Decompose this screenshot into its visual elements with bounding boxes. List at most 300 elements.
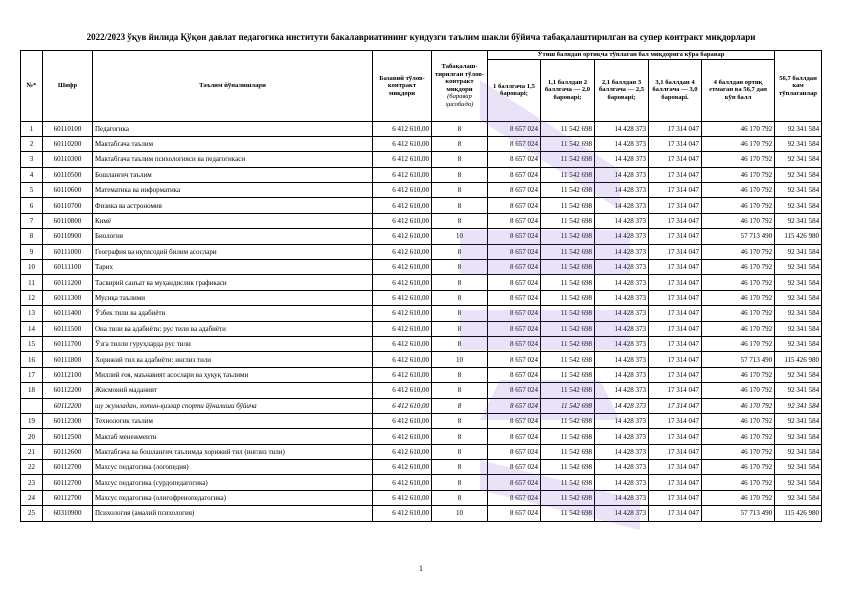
row-number: 16 <box>21 352 43 367</box>
row-program: Мактаб менежменти <box>93 429 373 444</box>
row-v1: 8 657 024 <box>488 321 541 336</box>
row-v1: 8 657 024 <box>488 306 541 321</box>
row-program: Мактабгача ва бошланғич таълимда хорижий тил (инглиз тили) <box>93 444 373 459</box>
row-v4: 17 314 047 <box>649 490 702 505</box>
row-v6: 92 341 584 <box>775 244 822 259</box>
row-program: Махсус педагогика (сурдопедагогика) <box>93 475 373 490</box>
row-diff: 8 <box>432 306 488 321</box>
table-row <box>21 198 822 213</box>
row-v5: 46 170 792 <box>702 152 775 167</box>
row-v4: 17 314 047 <box>649 290 702 305</box>
row-code: 60112100 <box>43 367 93 382</box>
row-base: 6 412 610,00 <box>373 183 432 198</box>
table-row <box>21 290 822 305</box>
row-v3: 14 428 373 <box>595 198 649 213</box>
row-diff: 8 <box>432 413 488 428</box>
row-v6: 92 341 584 <box>775 275 822 290</box>
row-program: Махсус педагогика (логопедия) <box>93 460 373 475</box>
row-program: Тасвирий санъат ва муҳандислик графикаси <box>93 275 373 290</box>
header-diff <box>432 51 488 122</box>
row-v1: 8 657 024 <box>488 275 541 290</box>
row-v6: 92 341 584 <box>775 460 822 475</box>
row-v2: 11 542 698 <box>541 244 595 259</box>
row-v3: 14 428 373 <box>595 506 649 521</box>
row-v2: 11 542 698 <box>541 183 595 198</box>
header-diff-note: (баравар ҳисобида) <box>445 93 474 108</box>
row-base: 6 412 610,00 <box>373 290 432 305</box>
header-c3: 2,1 баллдан 3 баллгача — 2,5 бароварi; <box>595 59 649 121</box>
row-v3: 14 428 373 <box>595 367 649 382</box>
header-c2: 1,1 баллдан 2 баллгача — 2,0 бароварi; <box>541 59 595 121</box>
row-v2: 11 542 698 <box>541 398 595 413</box>
row-v4: 17 314 047 <box>649 136 702 151</box>
row-v1: 8 657 024 <box>488 136 541 151</box>
row-v2: 11 542 698 <box>541 490 595 505</box>
row-number: 25 <box>21 506 43 521</box>
row-program: Мусиқа таълими <box>93 290 373 305</box>
row-v1: 8 657 024 <box>488 152 541 167</box>
row-code: 60110500 <box>43 167 93 182</box>
row-base: 6 412 610,00 <box>373 198 432 213</box>
row-v5: 57 713 490 <box>702 352 775 367</box>
row-base: 6 412 610,00 <box>373 475 432 490</box>
row-v1: 8 657 024 <box>488 475 541 490</box>
row-v2: 11 542 698 <box>541 167 595 182</box>
row-v2: 11 542 698 <box>541 506 595 521</box>
table-row <box>21 321 822 336</box>
row-v5: 46 170 792 <box>702 290 775 305</box>
row-v5: 57 713 490 <box>702 229 775 244</box>
row-diff: 8 <box>432 167 488 182</box>
row-code: 60111800 <box>43 352 93 367</box>
row-v3: 14 428 373 <box>595 136 649 151</box>
row-base: 6 412 610,00 <box>373 429 432 444</box>
row-code: 60310900 <box>43 506 93 521</box>
table-row <box>21 213 822 228</box>
table-row <box>21 475 822 490</box>
row-diff: 8 <box>432 136 488 151</box>
row-v1: 8 657 024 <box>488 198 541 213</box>
row-v3: 14 428 373 <box>595 413 649 428</box>
row-v3: 14 428 373 <box>595 213 649 228</box>
row-v6: 92 341 584 <box>775 306 822 321</box>
row-number: 9 <box>21 244 43 259</box>
row-v3: 14 428 373 <box>595 398 649 413</box>
row-v3: 14 428 373 <box>595 321 649 336</box>
row-diff: 8 <box>432 444 488 459</box>
row-diff: 8 <box>432 290 488 305</box>
row-v5: 46 170 792 <box>702 136 775 151</box>
row-code: 60112600 <box>43 444 93 459</box>
table-row <box>21 136 822 151</box>
row-base: 6 412 610,00 <box>373 167 432 182</box>
row-number: 14 <box>21 321 43 336</box>
row-base: 6 412 610,00 <box>373 367 432 382</box>
row-base: 6 412 610,00 <box>373 213 432 228</box>
row-diff: 8 <box>432 367 488 382</box>
row-v4: 17 314 047 <box>649 475 702 490</box>
row-v6: 92 341 584 <box>775 213 822 228</box>
row-number: 23 <box>21 475 43 490</box>
row-code: 60111700 <box>43 336 93 351</box>
row-v6: 92 341 584 <box>775 444 822 459</box>
row-program: Бошланғич таълим <box>93 167 373 182</box>
row-diff: 10 <box>432 352 488 367</box>
row-diff: 8 <box>432 398 488 413</box>
row-v3: 14 428 373 <box>595 444 649 459</box>
row-v1: 8 657 024 <box>488 398 541 413</box>
row-v2: 11 542 698 <box>541 260 595 275</box>
table-row <box>21 506 822 521</box>
row-number: 8 <box>21 229 43 244</box>
header-c5: 4 баллдан ортиқ етмаган ва 56,7 дан кўп балл <box>702 59 775 121</box>
page-number: 1 <box>419 564 423 573</box>
row-v1: 8 657 024 <box>488 460 541 475</box>
table-row <box>21 260 822 275</box>
row-v4: 17 314 047 <box>649 198 702 213</box>
row-number: 18 <box>21 383 43 398</box>
row-v1: 8 657 024 <box>488 167 541 182</box>
table-row <box>21 460 822 475</box>
row-number: 20 <box>21 429 43 444</box>
row-code: 60111300 <box>43 290 93 305</box>
row-v3: 14 428 373 <box>595 429 649 444</box>
row-v6: 92 341 584 <box>775 121 822 136</box>
row-v1: 8 657 024 <box>488 290 541 305</box>
row-v1: 8 657 024 <box>488 336 541 351</box>
row-program: Физика ва астрономия <box>93 198 373 213</box>
row-base: 6 412 610,00 <box>373 121 432 136</box>
table-row <box>21 367 822 382</box>
table-body <box>21 121 822 521</box>
row-v2: 11 542 698 <box>541 460 595 475</box>
row-v3: 14 428 373 <box>595 183 649 198</box>
row-v5: 46 170 792 <box>702 198 775 213</box>
row-v6: 115 426 980 <box>775 229 822 244</box>
row-v4: 17 314 047 <box>649 152 702 167</box>
row-v4: 17 314 047 <box>649 183 702 198</box>
row-v5: 46 170 792 <box>702 183 775 198</box>
row-number: 10 <box>21 260 43 275</box>
row-base: 6 412 610,00 <box>373 383 432 398</box>
row-v4: 17 314 047 <box>649 275 702 290</box>
row-diff: 8 <box>432 475 488 490</box>
row-v6: 92 341 584 <box>775 290 822 305</box>
row-v5: 46 170 792 <box>702 490 775 505</box>
row-code: 60110700 <box>43 198 93 213</box>
row-code: 60112700 <box>43 460 93 475</box>
row-number: 5 <box>21 183 43 198</box>
row-v2: 11 542 698 <box>541 136 595 151</box>
row-v3: 14 428 373 <box>595 260 649 275</box>
row-number: 6 <box>21 198 43 213</box>
table-row <box>21 229 822 244</box>
row-v2: 11 542 698 <box>541 229 595 244</box>
row-code: 60110600 <box>43 183 93 198</box>
row-v2: 11 542 698 <box>541 367 595 382</box>
row-v2: 11 542 698 <box>541 413 595 428</box>
row-v1: 8 657 024 <box>488 413 541 428</box>
row-program: Технологик таълим <box>93 413 373 428</box>
row-base: 6 412 610,00 <box>373 398 432 413</box>
row-v5: 57 713 490 <box>702 506 775 521</box>
row-v2: 11 542 698 <box>541 275 595 290</box>
row-v5: 46 170 792 <box>702 321 775 336</box>
row-base: 6 412 610,00 <box>373 413 432 428</box>
table-row <box>21 121 822 136</box>
header-c4: 3,1 баллдан 4 баллгача — 3,0 бароварi. <box>649 59 702 121</box>
row-v5: 46 170 792 <box>702 213 775 228</box>
row-number: 11 <box>21 275 43 290</box>
row-number: 2 <box>21 136 43 151</box>
row-v4: 17 314 047 <box>649 244 702 259</box>
row-v6: 92 341 584 <box>775 152 822 167</box>
row-number: 4 <box>21 167 43 182</box>
row-v5: 46 170 792 <box>702 398 775 413</box>
header-program: Таълим йўналишлари <box>93 51 373 122</box>
row-number: 3 <box>21 152 43 167</box>
header-c6: 56,7 баллдан кам тўплаганлар <box>775 51 822 122</box>
header-code: Шифр <box>43 51 93 122</box>
row-v3: 14 428 373 <box>595 275 649 290</box>
row-number: 17 <box>21 367 43 382</box>
row-diff: 8 <box>432 490 488 505</box>
row-v6: 92 341 584 <box>775 383 822 398</box>
row-number: 15 <box>21 336 43 351</box>
row-v2: 11 542 698 <box>541 321 595 336</box>
row-v1: 8 657 024 <box>488 244 541 259</box>
row-v6: 92 341 584 <box>775 167 822 182</box>
row-v5: 46 170 792 <box>702 413 775 428</box>
header-group: Ўтиш балидан ортиқча тўплаган бал миқдорига кўра баравар <box>488 51 775 60</box>
table-row <box>21 306 822 321</box>
row-program: Миллий ғоя, маънавият асослари ва ҳуқуқ таълими <box>93 367 373 382</box>
table-row <box>21 167 822 182</box>
row-diff: 8 <box>432 383 488 398</box>
row-v4: 17 314 047 <box>649 306 702 321</box>
row-code: 60110300 <box>43 152 93 167</box>
row-number: 22 <box>21 460 43 475</box>
row-v6: 92 341 584 <box>775 429 822 444</box>
row-program: Ўзбек тили ва адабиёти <box>93 306 373 321</box>
table-row <box>21 275 822 290</box>
table-row <box>21 429 822 444</box>
row-code: 60111400 <box>43 306 93 321</box>
row-number <box>21 398 43 413</box>
row-diff: 10 <box>432 506 488 521</box>
row-code: 60110900 <box>43 229 93 244</box>
row-v6: 92 341 584 <box>775 198 822 213</box>
row-code: 60111100 <box>43 260 93 275</box>
row-v3: 14 428 373 <box>595 229 649 244</box>
row-program: География ва иқтисодий билим асослари <box>93 244 373 259</box>
row-v6: 92 341 584 <box>775 183 822 198</box>
row-v3: 14 428 373 <box>595 167 649 182</box>
row-v4: 17 314 047 <box>649 429 702 444</box>
row-program: Мактабгача таълим <box>93 136 373 151</box>
row-v5: 46 170 792 <box>702 275 775 290</box>
row-v3: 14 428 373 <box>595 244 649 259</box>
row-program: Психология (амалий психология) <box>93 506 373 521</box>
row-v1: 8 657 024 <box>488 352 541 367</box>
row-number: 1 <box>21 121 43 136</box>
row-v4: 17 314 047 <box>649 352 702 367</box>
row-v5: 46 170 792 <box>702 244 775 259</box>
row-v4: 17 314 047 <box>649 444 702 459</box>
row-number: 21 <box>21 444 43 459</box>
row-v1: 8 657 024 <box>488 367 541 382</box>
row-program: Ўзга тилли гуруҳларда рус тили <box>93 336 373 351</box>
row-v6: 92 341 584 <box>775 413 822 428</box>
row-program: Математика ва информатика <box>93 183 373 198</box>
row-code: 60112300 <box>43 413 93 428</box>
row-program: Махсус педагогика (олигофренопедагогика) <box>93 490 373 505</box>
row-diff: 8 <box>432 460 488 475</box>
row-program: Педагогика <box>93 121 373 136</box>
row-v2: 11 542 698 <box>541 121 595 136</box>
row-v2: 11 542 698 <box>541 444 595 459</box>
table-row <box>21 183 822 198</box>
row-v4: 17 314 047 <box>649 229 702 244</box>
table-row <box>21 336 822 351</box>
row-v3: 14 428 373 <box>595 336 649 351</box>
row-program: Она тили ва адабиёти: рус тили ва адабиёти <box>93 321 373 336</box>
row-v4: 17 314 047 <box>649 367 702 382</box>
row-code: 60111000 <box>43 244 93 259</box>
row-code: 60112700 <box>43 490 93 505</box>
row-v5: 46 170 792 <box>702 475 775 490</box>
row-v4: 17 314 047 <box>649 260 702 275</box>
row-v6: 92 341 584 <box>775 136 822 151</box>
row-program: Хорижий тил ва адабиёти: инглиз тили <box>93 352 373 367</box>
row-v4: 17 314 047 <box>649 460 702 475</box>
row-v2: 11 542 698 <box>541 336 595 351</box>
row-number: 13 <box>21 306 43 321</box>
row-base: 6 412 610,00 <box>373 260 432 275</box>
row-v4: 17 314 047 <box>649 167 702 182</box>
row-v3: 14 428 373 <box>595 152 649 167</box>
row-v5: 46 170 792 <box>702 306 775 321</box>
row-code: 60111500 <box>43 321 93 336</box>
row-number: 19 <box>21 413 43 428</box>
row-diff: 8 <box>432 183 488 198</box>
table-row <box>21 244 822 259</box>
row-v5: 46 170 792 <box>702 336 775 351</box>
row-v1: 8 657 024 <box>488 429 541 444</box>
table-row <box>21 444 822 459</box>
row-v5: 46 170 792 <box>702 167 775 182</box>
row-base: 6 412 610,00 <box>373 444 432 459</box>
row-program: Кимё <box>93 213 373 228</box>
row-v3: 14 428 373 <box>595 290 649 305</box>
row-v4: 17 314 047 <box>649 383 702 398</box>
row-v2: 11 542 698 <box>541 152 595 167</box>
row-v2: 11 542 698 <box>541 290 595 305</box>
table-row <box>21 490 822 505</box>
table-row <box>21 383 822 398</box>
row-v4: 17 314 047 <box>649 213 702 228</box>
row-v5: 46 170 792 <box>702 444 775 459</box>
row-base: 6 412 610,00 <box>373 321 432 336</box>
row-v5: 46 170 792 <box>702 383 775 398</box>
row-v6: 92 341 584 <box>775 490 822 505</box>
row-base: 6 412 610,00 <box>373 336 432 351</box>
row-code: 60112700 <box>43 475 93 490</box>
row-base: 6 412 610,00 <box>373 490 432 505</box>
row-v2: 11 542 698 <box>541 213 595 228</box>
row-number: 12 <box>21 290 43 305</box>
row-code: 60110100 <box>43 121 93 136</box>
row-code: 60112200 <box>43 383 93 398</box>
header-diff-label: Табақалаш-тирилган тўлов-контракт миқдори <box>434 63 485 93</box>
document-title: 2022/2023 ўқув йилида Қўқон давлат педагогика институти бакалавриатининг кундузги таълим шакли бўйича табақалаштирилган ва супер контракт миқдорлари <box>86 32 756 42</box>
row-v1: 8 657 024 <box>488 260 541 275</box>
row-base: 6 412 610,00 <box>373 229 432 244</box>
row-v4: 17 314 047 <box>649 413 702 428</box>
row-v3: 14 428 373 <box>595 121 649 136</box>
row-v6: 92 341 584 <box>775 321 822 336</box>
row-diff: 8 <box>432 336 488 351</box>
row-v1: 8 657 024 <box>488 383 541 398</box>
row-v6: 92 341 584 <box>775 398 822 413</box>
row-program: Биология <box>93 229 373 244</box>
row-v3: 14 428 373 <box>595 306 649 321</box>
row-diff: 8 <box>432 429 488 444</box>
row-base: 6 412 610,00 <box>373 306 432 321</box>
row-v6: 115 426 980 <box>775 352 822 367</box>
row-v1: 8 657 024 <box>488 444 541 459</box>
row-v1: 8 657 024 <box>488 121 541 136</box>
table-row <box>21 398 822 413</box>
row-diff: 8 <box>432 244 488 259</box>
row-program: Тарих <box>93 260 373 275</box>
row-v6: 92 341 584 <box>775 475 822 490</box>
row-v2: 11 542 698 <box>541 475 595 490</box>
row-v1: 8 657 024 <box>488 506 541 521</box>
row-v4: 17 314 047 <box>649 121 702 136</box>
row-diff: 8 <box>432 321 488 336</box>
row-diff: 8 <box>432 260 488 275</box>
row-diff: 8 <box>432 275 488 290</box>
row-code: 60110200 <box>43 136 93 151</box>
row-code: 60110800 <box>43 213 93 228</box>
row-program: Мактабгача таълим психологияси ва педагогикаси <box>93 152 373 167</box>
row-number: 7 <box>21 213 43 228</box>
row-diff: 8 <box>432 121 488 136</box>
row-v6: 115 426 980 <box>775 506 822 521</box>
row-code: 60112200 <box>43 398 93 413</box>
row-v6: 92 341 584 <box>775 260 822 275</box>
row-v4: 17 314 047 <box>649 321 702 336</box>
row-v4: 17 314 047 <box>649 506 702 521</box>
row-v2: 11 542 698 <box>541 198 595 213</box>
row-base: 6 412 610,00 <box>373 152 432 167</box>
row-code: 60112500 <box>43 429 93 444</box>
row-v2: 11 542 698 <box>541 383 595 398</box>
row-base: 6 412 610,00 <box>373 244 432 259</box>
row-v3: 14 428 373 <box>595 352 649 367</box>
row-v4: 17 314 047 <box>649 336 702 351</box>
row-diff: 8 <box>432 213 488 228</box>
row-diff: 8 <box>432 152 488 167</box>
row-v6: 92 341 584 <box>775 336 822 351</box>
row-base: 6 412 610,00 <box>373 352 432 367</box>
table-row <box>21 152 822 167</box>
row-v3: 14 428 373 <box>595 475 649 490</box>
row-v2: 11 542 698 <box>541 306 595 321</box>
row-v5: 46 170 792 <box>702 367 775 382</box>
row-program: Жисмоний маданият <box>93 383 373 398</box>
